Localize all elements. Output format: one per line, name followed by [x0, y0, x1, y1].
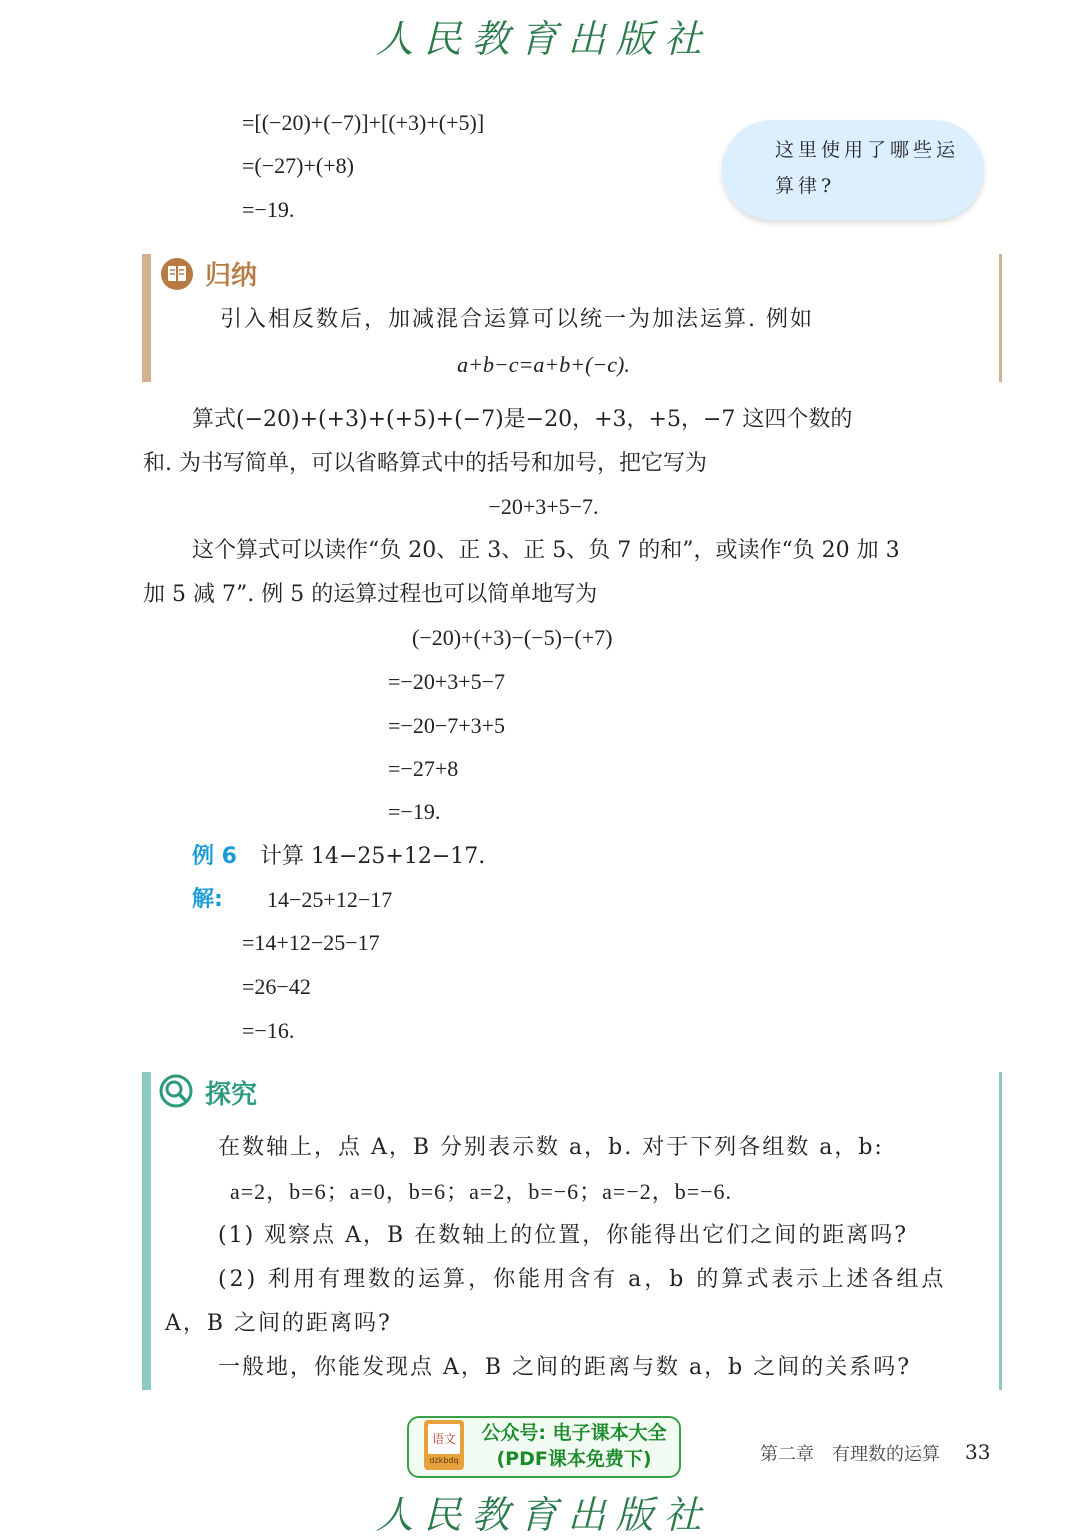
- explore-question-3: 一般地，你能发现点 A，B 之间的距离与数 a，b 之间的关系吗?: [218, 1355, 912, 1380]
- callout-text: 这里使用了哪些运算律?: [775, 139, 960, 197]
- calc-line-2: =(−27)+(+8): [242, 153, 354, 178]
- paragraph-2-line-1: 这个算式可以读作“负 20、正 3、正 5、负 7 的和”，或读作“负 20 加 3: [192, 538, 900, 563]
- inductive-text: 引入相反数后，加减混合运算可以统一为加法运算. 例如: [220, 307, 814, 332]
- paragraph-2-line-2: 加 5 减 7”. 例 5 的运算过程也可以简单地写为: [143, 582, 598, 607]
- document-icon: 语文 dzkbdq: [424, 1420, 464, 1470]
- inductive-title: 归纳: [205, 261, 258, 291]
- magnifier-icon: [159, 1074, 193, 1108]
- solution-step-4: =−16.: [242, 1018, 295, 1043]
- explore-line-1: 在数轴上，点 A，B 分别表示数 a，b. 对于下列各组数 a，b:: [218, 1135, 884, 1160]
- explore-question-1: (1) 观察点 A，B 在数轴上的位置，你能得出它们之间的距离吗?: [218, 1223, 908, 1248]
- paragraph-1-line-1: 算式(−20)+(+3)+(+5)+(−7)是−20，+3，+5，−7 这四个数的: [192, 407, 853, 432]
- example-6-problem: 计算 14−25+12−17.: [260, 844, 486, 869]
- footer-chapter: 第二章 有理数的运算: [760, 1444, 940, 1465]
- paragraph-1-formula: −20+3+5−7.: [488, 494, 599, 519]
- explore-title: 探究: [205, 1080, 258, 1110]
- paragraph-1-line-2: 和. 为书写简单，可以省略算式中的括号和加号，把它写为: [143, 451, 707, 476]
- calc-line-3: =−19.: [242, 197, 295, 222]
- book-icon: [160, 257, 194, 291]
- explore-line-2: a=2，b=6；a=0，b=6；a=2，b=−6；a=−2，b=−6.: [230, 1179, 733, 1204]
- example-6-label: 例 6: [192, 844, 237, 869]
- page-number: 33: [965, 1440, 991, 1464]
- publisher-header: 人民教育出版社: [375, 17, 712, 61]
- watermark-text: 公众号: 电子课本大全 (PDF课本免费下): [481, 1422, 667, 1470]
- solution-step-2: =14+12−25−17: [242, 930, 380, 955]
- calc-step-4: =−27+8: [388, 756, 459, 781]
- calc-step-1: (−20)+(+3)−(−5)−(+7): [412, 625, 613, 650]
- solution-step-3: =26−42: [242, 974, 311, 999]
- calc-line-1: =[(−20)+(−7)]+[(+3)+(+5)]: [242, 110, 485, 135]
- calc-step-2: =−20+3+5−7: [388, 669, 506, 694]
- calc-step-5: =−19.: [388, 799, 441, 824]
- explore-question-2-line-1: (2) 利用有理数的运算，你能用含有 a，b 的算式表示上述各组点: [218, 1267, 947, 1292]
- calc-step-3: =−20−7+3+5: [388, 713, 506, 738]
- publisher-footer: 人民教育出版社: [375, 1493, 712, 1537]
- solution-label: 解:: [192, 887, 223, 912]
- inductive-formula: a+b−c=a+b+(−c).: [457, 352, 630, 377]
- explore-question-2-line-2: A，B 之间的距离吗?: [165, 1311, 392, 1336]
- solution-step-1: 14−25+12−17: [267, 887, 393, 912]
